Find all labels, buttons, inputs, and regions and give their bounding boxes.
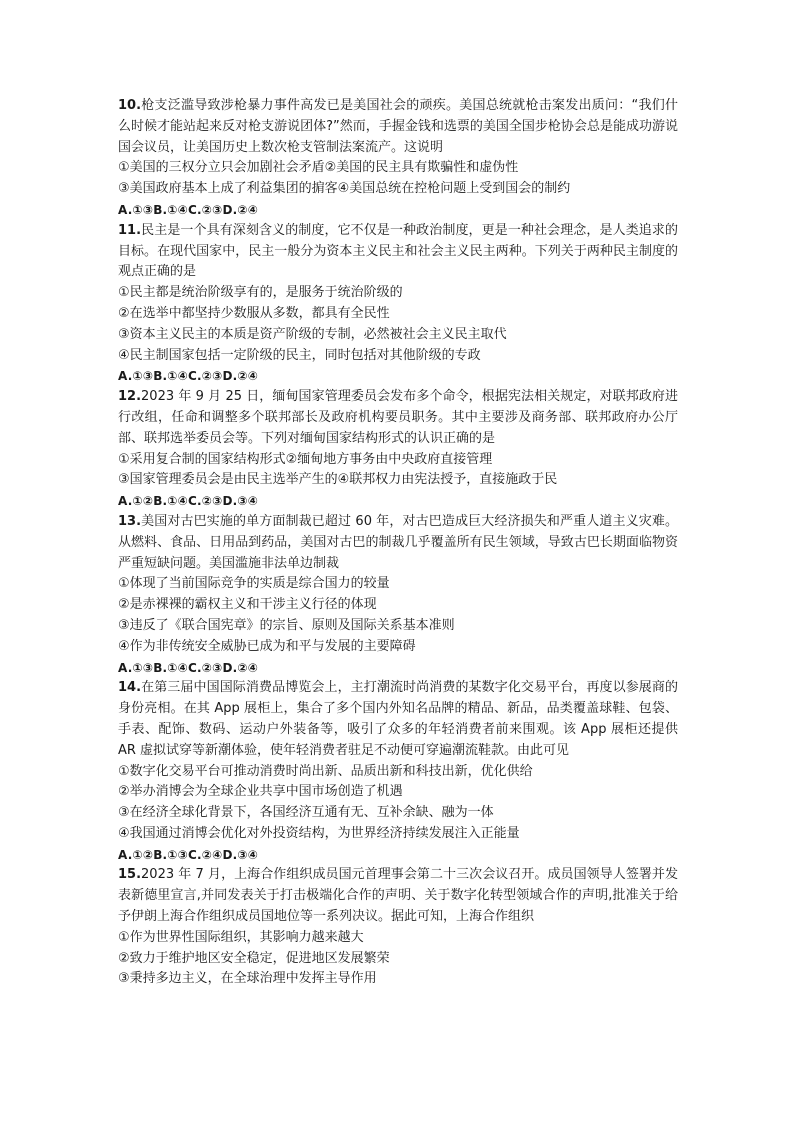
question-option: ③秉持多边主义，在全球治理中发挥主导作用: [118, 971, 377, 987]
question-option: ②在选举中都坚持少数服从多数，都具有全民性: [118, 305, 390, 321]
question-option: ①数字化交易平台可推动消费时尚出新、品质出新和科技出新，优化供给: [118, 763, 533, 779]
question-number: 15.: [118, 867, 142, 883]
question-number: 14.: [118, 680, 142, 696]
question-stem: [118, 865, 678, 927]
question-14: [118, 678, 678, 865]
question-option: ③违反了《联合国宪章》的宗旨、原则及国际关系基本准则: [118, 617, 455, 633]
question-list: [118, 96, 678, 990]
question-option: ①体现了当前国际竞争的实质是综合国力的较量: [118, 576, 390, 592]
question-option: ①美国的三权分立只会加剧社会矛盾②美国的民主具有欺骗性和虚伪性: [118, 160, 519, 176]
question-10: [118, 96, 678, 221]
question-text: 美国对古巴实施的单方面制裁已超过 60 年，对古巴造成巨大经济损失和严重人道主义灾难。从燃料、食品、日用品到药品，美国对古巴的制裁几乎覆盖所有民生领域，导致古巴长期面临物资严重短缺问题。美国滥施非法单边制裁: [118, 513, 678, 571]
question-option: ④民主制国家包括一定阶级的民主，同时包括对其他阶级的专政: [118, 347, 481, 363]
question-number: 12.: [118, 389, 142, 405]
question-stem: [118, 96, 678, 158]
question-number: 11.: [118, 222, 142, 238]
question-15: [118, 865, 678, 990]
question-option: ②举办消博会为全球企业共享中国市场创造了机遇: [118, 784, 403, 800]
answer-choices: A.①②B.①④C.②③D.③④: [118, 494, 259, 509]
question-text: 民主是一个具有深刻含义的制度，它不仅是一种政治制度，更是一种社会理念，是人类追求的目标。在现代国家中，民主一般分为资本主义民主和社会主义民主两种。下列关于两种民主制度的观点正确的是: [118, 222, 678, 280]
question-text: 在第三届中国国际消费品博览会上，主打潮流时尚消费的某数字化交易平台，再度以参展商的身份亮相。在其 App 展柜上，集合了多个国内外知名品牌的精品、新品，品类覆盖球鞋、包袋、手表、配饰、数码、运动户外装备等，吸引了众多的年轻消费者前来围观。该 App 展柜还提供 AR 虚拟试穿等新潮体验，使年轻消费者驻足不动便可穿遍潮流鞋款。由此可见: [118, 680, 678, 758]
question-option: ②致力于维护地区安全稳定，促进地区发展繁荣: [118, 950, 390, 966]
answer-choices: A.①③B.①④C.②③D.②④: [118, 660, 259, 675]
answer-choices: A.①③B.①④C.②③D.②④: [118, 202, 259, 217]
question-number: 10.: [118, 98, 142, 113]
question-option: ④我国通过消博会优化对外投资结构，为世界经济持续发展注入正能量: [118, 825, 520, 841]
question-option: ①采用复合制的国家结构形式②缅甸地方事务由中央政府直接管理: [118, 451, 493, 467]
question-option: ③资本主义民主的本质是资产阶级的专制，必然被社会主义民主取代: [118, 326, 507, 342]
question-text: 2023 年 7 月，上海合作组织成员国元首理事会第二十三次会议召开。成员国领导人签署并发表新德里宣言,并同发表关于打击极端化合作的声明、关于数字化转型领域合作的声明,批准关于给予伊朗上海合作组织成员国地位等一系列决议。据此可知，上海合作组织: [118, 867, 678, 925]
question-number: 13.: [118, 513, 142, 529]
question-option: ①作为世界性国际组织，其影响力越来越大: [118, 929, 364, 945]
answer-choices: A.①③B.①④C.②③D.②④: [118, 369, 259, 384]
question-11: [118, 221, 678, 387]
question-stem: [118, 512, 678, 574]
question-text: 枪支泛滥导致涉枪暴力事件高发已是美国社会的顽疾。美国总统就枪击案发出质问：“我们什么时候才能站起来反对枪支游说团体?”然而，手握金钱和选票的美国全国步枪协会总是能成功游说国会议员，让美国历史上数次枪支管制法案流产。这说明: [118, 98, 678, 155]
question-12: [118, 387, 678, 512]
question-text: 2023 年 9 月 25 日，缅甸国家管理委员会发布多个命令，根据宪法相关规定，对联邦政府进行改组，任命和调整多个联邦部长及政府机构要员职务。其中主要涉及商务部、联邦政府办公厅部、联邦选举委员会等。下列对缅甸国家结构形式的认识正确的是: [118, 389, 678, 446]
question-stem: [118, 221, 678, 283]
question-stem: [118, 678, 678, 761]
question-option: ③美国政府基本上成了利益集团的掮客④美国总统在控枪问题上受到国会的制约: [118, 181, 571, 197]
question-option: ③在经济全球化背景下，各国经济互通有无、互补余缺、融为一体: [118, 805, 494, 821]
question-option: ③国家管理委员会是由民主选举产生的④联邦权力由宪法授予，直接施政于民: [118, 472, 558, 488]
question-13: [118, 512, 678, 678]
answer-choices: A.①②B.①③C.②④D.③④: [118, 847, 259, 862]
question-option: ②是赤裸裸的霸权主义和干涉主义行径的体现: [118, 597, 377, 613]
question-stem: [118, 387, 678, 449]
question-option: ④作为非传统安全威胁已成为和平与发展的主要障碍: [118, 638, 416, 654]
question-option: ①民主都是统治阶级享有的，是服务于统治阶级的: [118, 285, 403, 301]
